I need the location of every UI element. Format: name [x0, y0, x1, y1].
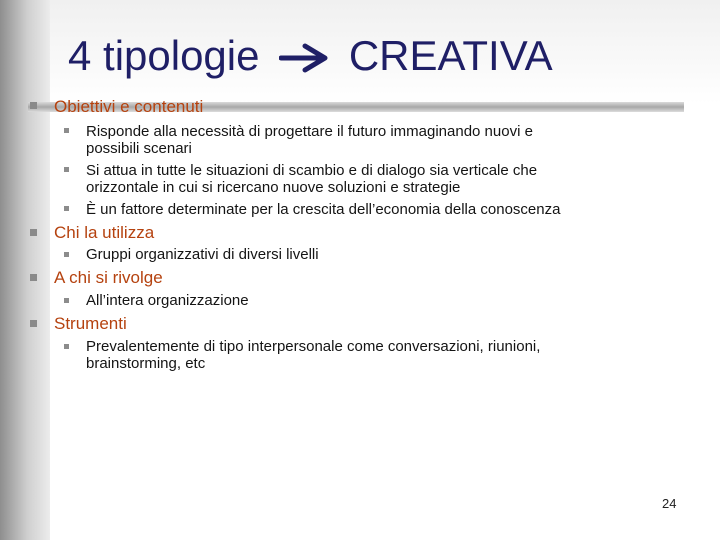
list-item-line: Prevalentemente di tipo interpersonale come conversazioni, riunioni,: [86, 338, 541, 355]
list-item-line: Risponde alla necessità di progettare il futuro immaginando nuovi e: [86, 123, 533, 140]
section-heading: Obiettivi e contenuti: [54, 97, 204, 116]
list-item: [86, 201, 560, 218]
item-bullet: [64, 128, 69, 133]
item-bullet: [64, 206, 69, 211]
title-right-text: CREATIVA: [348, 32, 553, 79]
list-item-line: orizzontale in cui si ricercano nuove soluzioni e strategie: [86, 179, 461, 196]
page-number: 24: [662, 496, 677, 511]
item-bullet: [64, 298, 69, 303]
list-item-line: È un fattore determinate per la crescita dell’economia della conoscenza: [86, 201, 561, 218]
section-bullet: [30, 274, 37, 281]
list-item: [86, 123, 533, 157]
list-item-line: Si attua in tutte le situazioni di scambio e di dialogo sia verticale che: [86, 162, 538, 179]
section-bullet: [30, 102, 37, 109]
section-bullet: [30, 229, 37, 236]
list-item-line: Gruppi organizzativi di diversi livelli: [86, 246, 319, 263]
list-item-line: All’intera organizzazione: [86, 292, 249, 309]
list-item: [86, 292, 249, 309]
item-bullet: [64, 167, 69, 172]
section-heading: Chi la utilizza: [54, 223, 155, 242]
item-bullet: [64, 344, 69, 349]
list-item: [86, 246, 319, 263]
list-item-line: possibili scenari: [86, 140, 192, 157]
section-heading: Strumenti: [54, 314, 127, 333]
section-heading: A chi si rivolge: [54, 268, 163, 287]
section-bullet: [30, 320, 37, 327]
list-item-line: brainstorming, etc: [86, 355, 206, 372]
list-item: [86, 338, 540, 372]
title-left-text: 4 tipologie: [68, 32, 260, 79]
left-decorative-band: [0, 0, 50, 540]
list-item: [86, 162, 537, 196]
item-bullet: [64, 252, 69, 257]
slide-title: [68, 28, 553, 87]
right-arrow-icon: [279, 31, 331, 87]
